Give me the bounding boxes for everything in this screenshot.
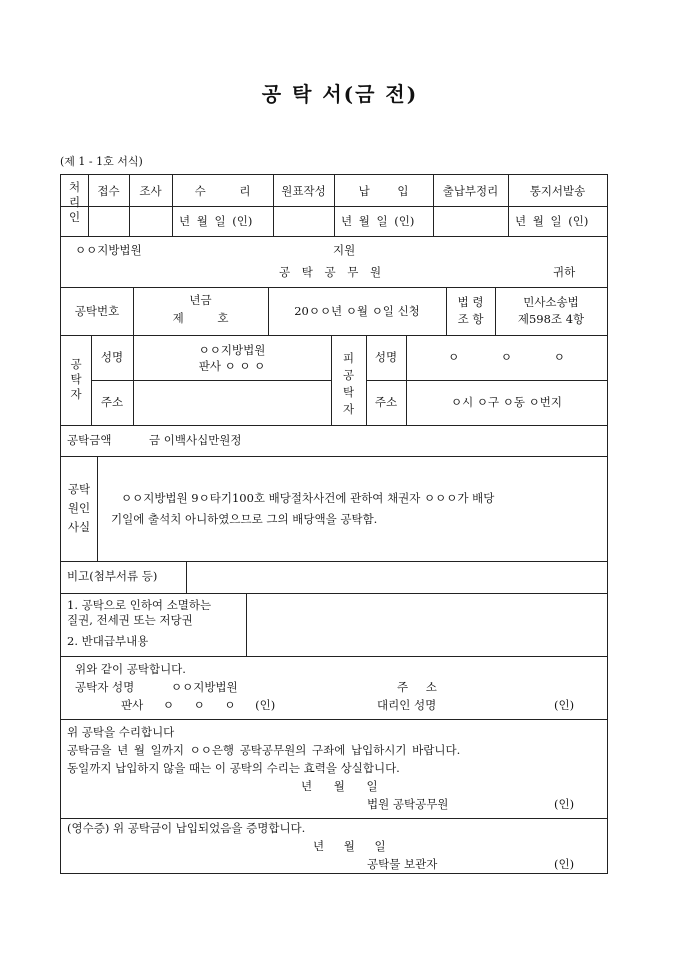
court-branch: 지원	[333, 243, 356, 257]
receipt-keeper: 공탁물 보관자	[367, 857, 438, 871]
depositor-name-label: 성명	[100, 350, 124, 364]
depositee-name-label: 성명	[374, 350, 398, 364]
amount-value: 금 이백사십만원정	[149, 433, 242, 447]
col-accept: 수 리	[194, 184, 251, 198]
extinguish-label-2: 2. 반대급부내용	[67, 634, 149, 648]
depositee-addr: ㅇ시 ㅇ구 ㅇ동 ㅇ번지	[451, 395, 562, 409]
depositor-addr-label: 주소	[100, 395, 124, 409]
honorific: 귀하	[553, 265, 576, 279]
acceptance-line-2: 공탁금을 년 월 일까지 ㅇㅇ은행 공탁공무원의 구좌에 납입하시기 바랍니다.	[67, 743, 461, 757]
acceptance-seal: (인)	[554, 797, 575, 811]
deposit-year: 년금	[189, 293, 212, 307]
depositee-name: ㅇ ㅇ ㅇ	[448, 350, 565, 364]
extinguish-label-1: 1. 공탁으로 인하여 소멸하는 질권, 전세권 또는 저당권	[67, 598, 212, 627]
amount-label: 공탁금액	[67, 433, 112, 447]
deposit-form	[60, 174, 608, 874]
statement-judge: 판사 ㅇ ㅇ ㅇ (인)	[121, 698, 276, 712]
remarks-label: 비고(첨부서류 등)	[67, 569, 158, 583]
deposit-number: 제 호	[172, 311, 229, 325]
law-value: 민사소송법 제598조 4항	[517, 295, 585, 326]
acceptance-date: 년 월 일	[301, 779, 378, 793]
col-receive: 접수	[97, 184, 120, 198]
statement-agent-label: 대리인 성명	[377, 698, 437, 712]
acceptance-line-1: 위 공탁을 수리합니다	[67, 725, 175, 739]
depositor-label: 공 탁 자	[70, 357, 82, 401]
cause-label: 공탁 원인 사실	[67, 482, 91, 534]
cause-text-2: 기일에 출석치 아니하였으므로 그의 배당액을 공탁함.	[111, 512, 378, 526]
statement-court: ㅇㅇ지방법원	[171, 680, 238, 694]
col-ledger: 원표작성	[281, 184, 326, 198]
statement-address-label: 주 소	[397, 680, 437, 694]
depositor-name: ㅇㅇ지방법원 판사 ㅇ ㅇ ㅇ	[198, 343, 266, 373]
col-investigate: 조사	[139, 184, 162, 198]
receipt-line: (영수증) 위 공탁금이 납입되었음을 증명합니다.	[67, 821, 306, 835]
court-name: ㅇㅇ지방법원	[75, 243, 142, 257]
form-number: (제 1 - 1호 서식)	[60, 155, 143, 168]
request-date: 20ㅇㅇ년 ㅇ월 ㅇ일 신청	[294, 304, 420, 318]
cause-text-1: ㅇㅇ지방법원 9ㅇ타기100호 배당절차사건에 관하여 채권자 ㅇㅇㅇ가 배당	[121, 491, 495, 505]
deposit-officer: 공 탁 공 무 원	[279, 265, 382, 279]
acceptance-line-3: 동일까지 납입하지 않을 때는 이 공탁의 수리는 효력을 상실합니다.	[67, 761, 400, 775]
law-label: 법 령 조 항	[457, 295, 484, 326]
col-cashbook: 출납부정리	[442, 184, 499, 198]
document-title: 공 탁 서(금 전)	[261, 82, 419, 106]
col-notice: 통지서발송	[529, 184, 586, 198]
depositee-addr-label: 주소	[374, 395, 398, 409]
deposit-no-label: 공탁번호	[74, 304, 120, 318]
col-payment: 납 입	[358, 184, 409, 198]
processing-label: 처 리 인	[68, 180, 81, 224]
depositee-label: 피 공 탁 자	[342, 351, 355, 416]
acceptance-officer: 법원 공탁공무원	[367, 797, 449, 811]
receipt-date: 년 월 일	[313, 839, 386, 853]
statement-line: 위와 같이 공탁합니다.	[75, 662, 186, 676]
payment-date: 년 월 일 (인)	[341, 214, 415, 228]
accept-date: 년 월 일 (인)	[179, 214, 253, 228]
receipt-seal: (인)	[554, 857, 575, 871]
statement-name-label: 공탁자 성명	[75, 680, 135, 694]
notice-date: 년 월 일 (인)	[515, 214, 589, 228]
statement-seal: (인)	[554, 698, 575, 712]
